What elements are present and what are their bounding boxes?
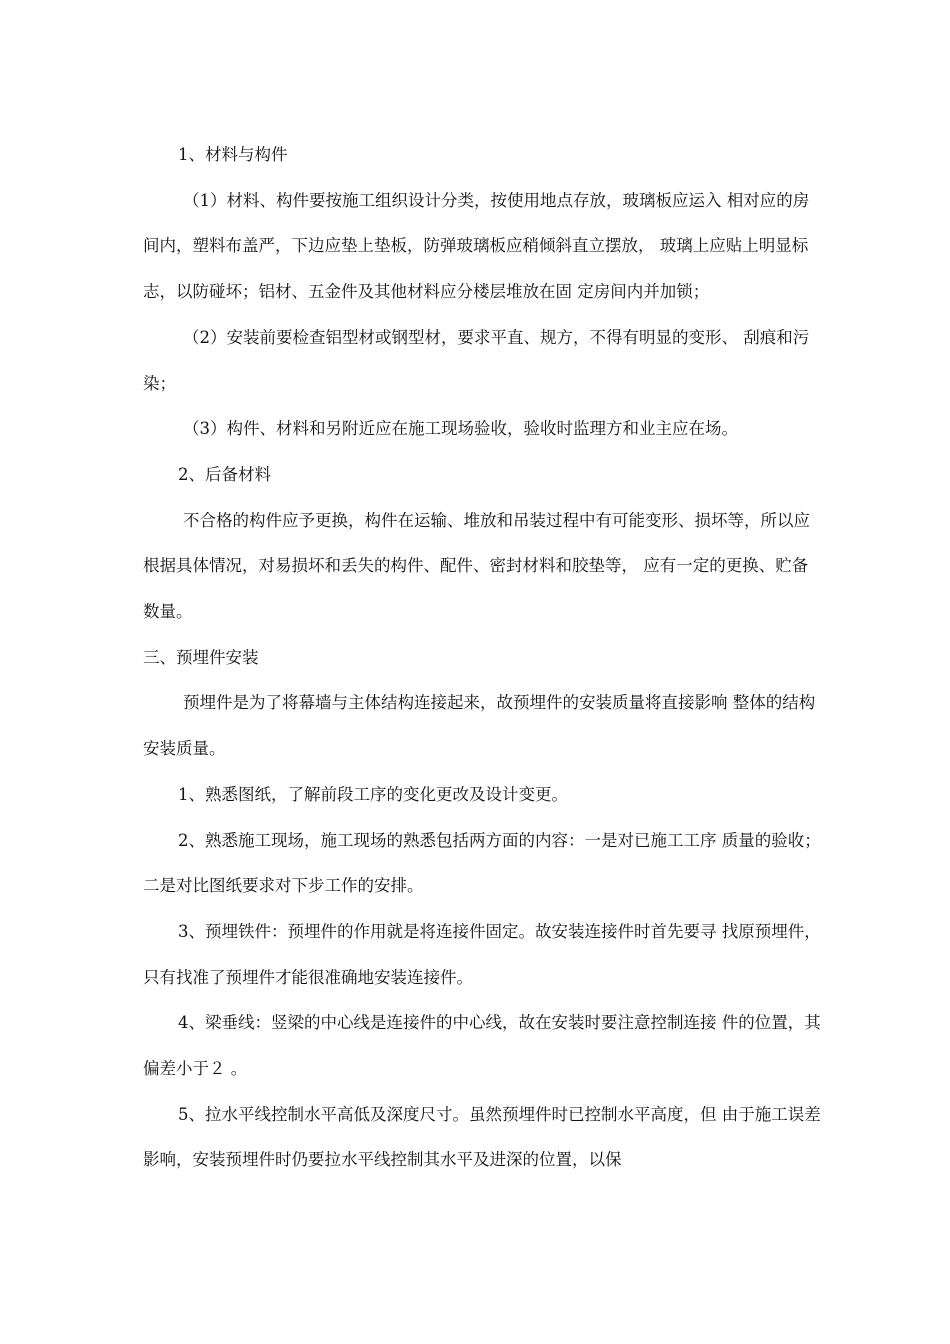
paragraph-item-3: （3）构件、材料和另附近应在施工现场验收，验收时监理方和业主应在场。 (183, 419, 738, 439)
paragraph-step-5: 5、拉水平线控制水平高低及深度尺寸。虽然预埋件时已控制水平高度，但 由于施工误差影响，安装预埋件时仍要拉水平线控制其水平及进深的位置，以保 (143, 1104, 821, 1170)
heading-backup-materials: 2、后备材料 (178, 464, 271, 484)
paragraph-item-1: （1）材料、构件要按施工组织设计分类，按使用地点存放，玻璃板应运入 相对应的房间内，塑料布盖严，下边应垫上垫板，防弹玻璃板应稍倾斜直立摆放， 玻璃上应贴上明显标志，以防碰坏；铝材、五金件及其他材料应分楼层堆放在固 定房间内并加锁； (143, 190, 810, 302)
heading-materials-components: 1、材料与构件 (178, 145, 288, 164)
paragraph-item-2: （2）安装前要检查铝型材或钢型材，要求平直、规方，不得有明显的变形、 刮痕和污染； (143, 327, 810, 393)
paragraph-step-3: 3、预埋铁件：预埋件的作用就是将连接件固定。故安装连接件时首先要寻 找原预埋件，只有找准了预埋件才能很准确地安装连接件。 (143, 921, 821, 987)
document-body (143, 132, 823, 1183)
paragraph-embedded-intro: 预埋件是为了将幕墙与主体结构连接起来，故预埋件的安装质量将直接影响 整体的结构安装质量。 (143, 693, 816, 759)
paragraph-step-4: 4、梁垂线：竖梁的中心线是连接件的中心线，故在安装时要注意控制连接 件的位置，其偏差小于２ 。 (143, 1013, 821, 1079)
paragraph-step-2: 2、熟悉施工现场，施工现场的熟悉包括两方面的内容：一是对已施工工序 质量的验收；二是对比图纸要求对下步工作的安排。 (143, 830, 821, 896)
section-heading-embedded-parts: 三、预埋件安装 (143, 647, 259, 667)
paragraph-backup-materials: 不合格的构件应予更换，构件在运输、堆放和吊装过程中有可能变形、损坏等，所以应根据具体情况，对易损坏和丢失的构件、配件、密封材料和胶垫等， 应有一定的更换、贮备数量。 (143, 510, 810, 622)
paragraph-step-1: 1、熟悉图纸，了解前段工序的变化更改及设计变更。 (178, 784, 568, 804)
